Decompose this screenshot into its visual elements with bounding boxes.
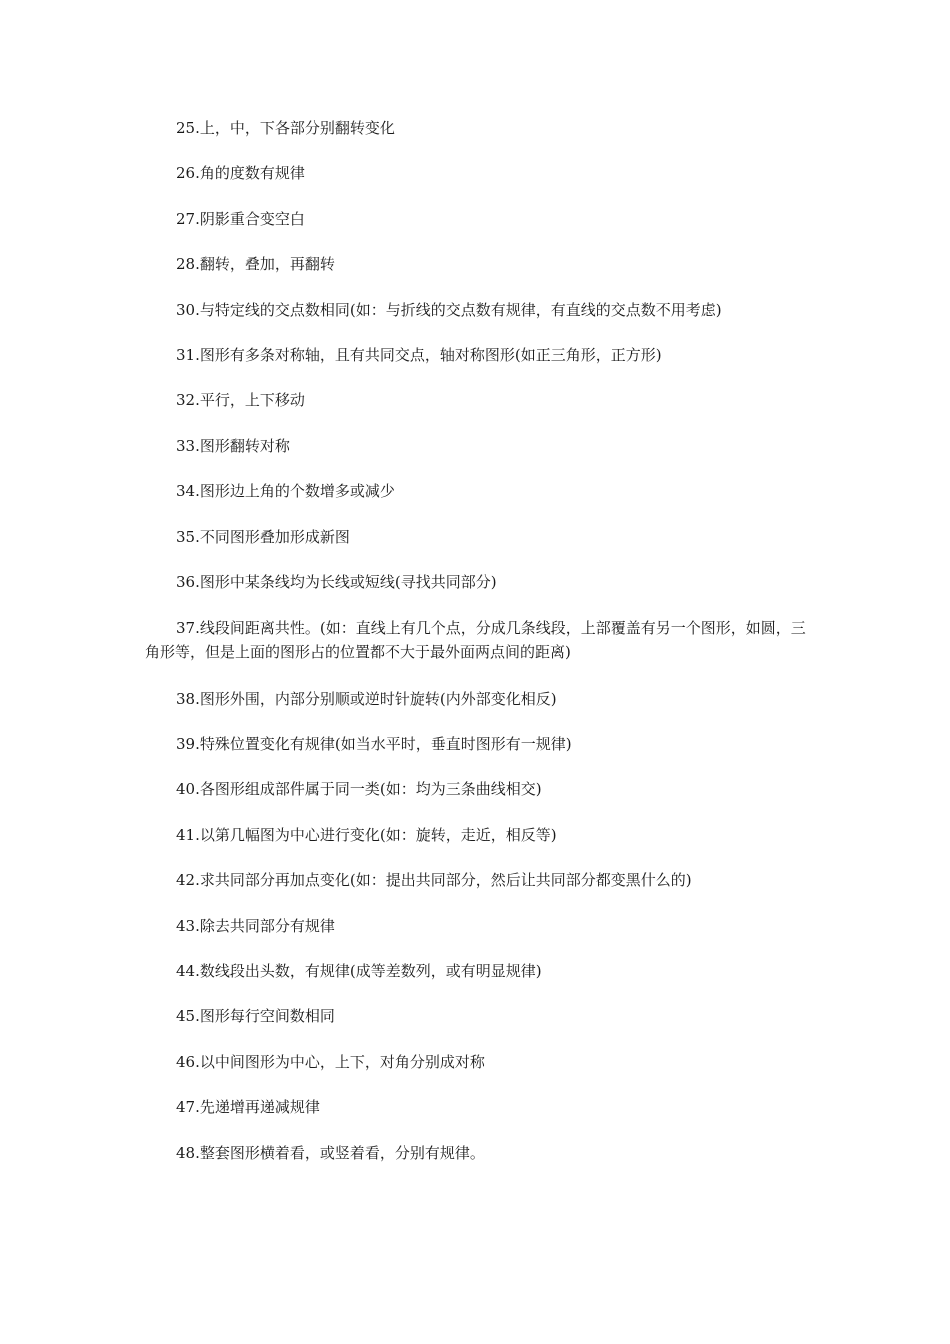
list-item: 35.不同图形叠加形成新图 (176, 527, 350, 546)
list-item: 38.图形外围，内部分别顺或逆时针旋转(内外部变化相反) (176, 689, 557, 708)
list-item: 26.角的度数有规律 (176, 164, 305, 183)
list-item: 48.整套图形横着看，或竖着看，分别有规律。 (176, 1143, 485, 1162)
list-item: 32.平行，上下移动 (176, 391, 305, 410)
list-item: 34.图形边上角的个数增多或减少 (176, 482, 395, 501)
list-item: 40.各图形组成部件属于同一类(如：均为三条曲线相交) (176, 780, 542, 799)
list-item: 39.特殊位置变化有规律(如当水平时，垂直时图形有一规律) (176, 735, 572, 754)
list-item: 25.上，中，下各部分别翻转变化 (176, 119, 395, 137)
list-item: 43.除去共同部分有规律 (176, 916, 335, 935)
list-item: 28.翻转，叠加，再翻转 (176, 255, 335, 274)
list-item: 45.图形每行空间数相同 (176, 1007, 335, 1026)
list-item: 47.先递增再递减规律 (176, 1098, 320, 1117)
list-item: 46.以中间图形为中心，上下，对角分别成对称 (176, 1052, 485, 1071)
list-item: 44.数线段出头数，有规律(成等差数列，或有明显规律) (176, 962, 542, 981)
list-item: 33.图形翻转对称 (176, 436, 290, 455)
list-item: 41.以第几幅图为中心进行变化(如：旋转，走近，相反等) (176, 825, 557, 844)
list-item: 30.与特定线的交点数相同(如：与折线的交点数有规律，有直线的交点数不用考虑) (176, 300, 722, 319)
list-item: 37.线段间距离共性。(如：直线上有几个点，分成几条线段，上部覆盖有另一个图形，如圆，三角形等，但是上面的图形占的位置都不大于最外面两点间的距离) (145, 619, 806, 662)
list-item: 42.求共同部分再加点变化(如：提出共同部分，然后让共同部分都变黑什么的) (176, 871, 692, 890)
list-item: 27.阴影重合变空白 (176, 209, 305, 228)
list-item: 36.图形中某条线均为长线或短线(寻找共同部分) (176, 572, 497, 591)
list-item: 31.图形有多条对称轴，且有共同交点，轴对称图形(如正三角形，正方形) (176, 345, 662, 364)
rule-list (145, 117, 810, 1187)
